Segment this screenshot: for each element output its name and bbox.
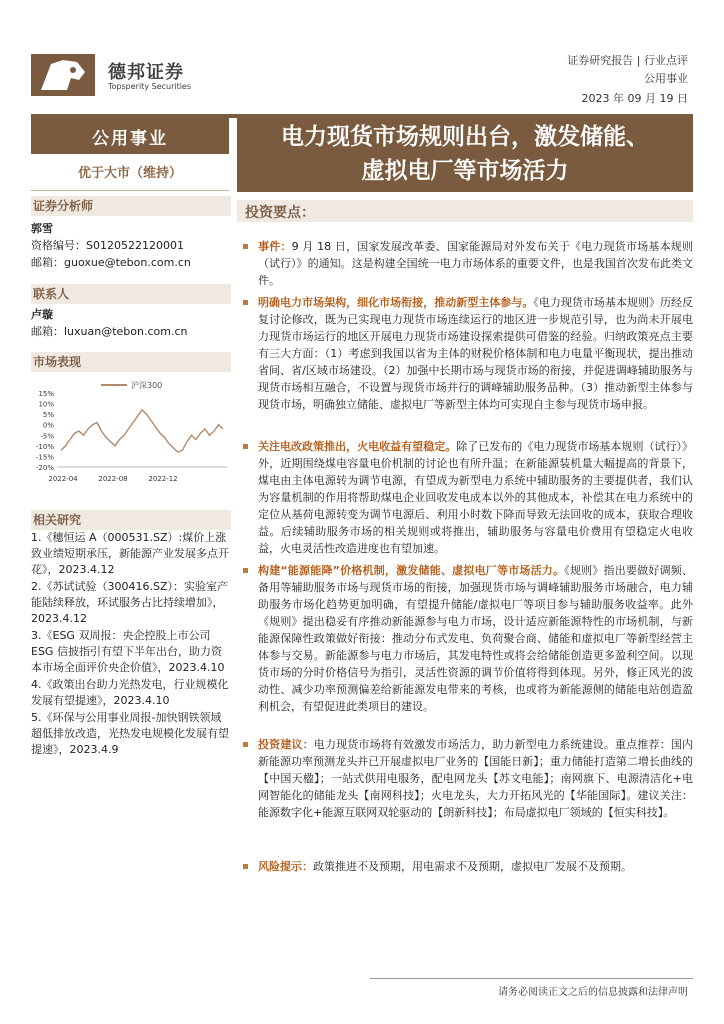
y-tick-label: -20% [35, 464, 54, 472]
bullet-body: 《规则》指出要做好调频、备用等辅助服务市场与现货市场的衔接，加强现货市场与调峰辅助服务市场融合，电力辅助服务市场化趋势更加明确，有望提升储能/虚拟电厂等项目参与辅助服务收益率。此外《规则》提出稳妥有序推动新能源参与电力市场，设计适应新能源特性的市场机制，与新能源保障性政策做好衔接：推动分布式发电、负荷聚合商、储能和虚拟电厂等新型经营主体参与交易。新能源参与电力市场后，其发电特性或将会给储能创造更多盈利空间。以现货市场的分时价格信号为指引，灵活性资源的调节价值将得到体现。另外，修正风光的波动性、减少功率预测偏差给新能源发电带来的考核，也或将为新能源侧的储能电站创造盈利机会，有望促进此类项目的建设。 [258, 564, 693, 713]
research-item[interactable]: 2.《苏试试验（300416.SZ）：实验室产能陆续释放，环试服务占比持续增加》，2023.4.12 [31, 580, 229, 625]
bullet-body: 电力现货市场将有效激发市场活力，助力新型电力系统建设。重点推荐：国内新能源功率预测龙头并已开展虚拟电厂业务的【国能日新】；重力储能打造第二增长曲线的【中国天楹】；一站式供用电服务，配电网龙头【苏文电能】；南网旗下、电源清洁化+电网智能化的储能龙头【南网科技】；火电龙头，大力开拓风光的【华能国际】。建议关注：能源数字化+能源互联网双轮驱动的【朗新科技】；布局虚拟电厂领域的【恒实科技】。 [258, 738, 694, 819]
investment-bullet [243, 438, 693, 557]
y-tick-label: -10% [35, 442, 54, 451]
legend-label: 沪深300 [131, 381, 163, 390]
investment-heading-bar [237, 200, 693, 222]
contact-heading: 联系人 [31, 284, 231, 304]
market-heading: 市场表现 [31, 352, 231, 372]
bullet-lead: 事件： [258, 240, 292, 253]
investment-bullet [243, 294, 693, 413]
y-tick-label: 15% [38, 390, 54, 398]
bullet-lead: 投资建议： [258, 738, 314, 751]
bullet-text [258, 238, 693, 289]
bullet-lead: 风险提示： [258, 860, 313, 873]
research-item[interactable]: 3.《ESG 双周报：央企控股上市公司 ESG 信披指引有望下半年出台，助力资本市场全面评价央企价值》，2023.4.10 [31, 629, 225, 674]
bullet-body: 9 月 18 日，国家发展改革委、国家能源局对外发布关于《电力现货市场基本规则（试行）》的通知。这是构建全国统一电力市场体系的重要文件，也是我国首次发布此类文件。 [258, 240, 693, 287]
brand-name: 德邦证券 [108, 62, 184, 83]
report-date: 2023 年 09 月 19 日 [581, 92, 688, 105]
series-line [61, 410, 223, 452]
footer-rule [370, 978, 693, 979]
industry-label: 公用事业 [31, 118, 229, 154]
market-performance-chart [31, 375, 229, 490]
bullet-marker [243, 244, 248, 249]
y-tick-label: -15% [35, 453, 54, 462]
bullet-body: 除了已发布的《电力现货市场基本规则（试行）》外，近期围绕煤电容量电价机制的讨论也有所升温；在新能源装机量大幅提高的背景下，煤电由主体电源转为调节电源，有望成为新型电力系统中辅助服务的主要提供者，我们认为容量机制的作用将帮助煤电企业回收发电成本以外的其他成本，补偿其在电力系统中的定位从基荷电源转变为调节电源后、利用小时数下降而导致无法回收的成本，获取合理收益。后续辅助服务市场的相关规则或将推出，辅助服务与容量电价费用有望稳定火电收益，火电灵活性改造进度也有望加速。 [258, 440, 694, 555]
company-logo [31, 50, 95, 100]
investment-bullet [243, 736, 693, 821]
contact-name: 卢璇 [31, 308, 53, 321]
analyst-email[interactable]: 邮箱：guoxue@tebon.com.cn [31, 256, 191, 269]
analyst-cert: 资格编号：S0120522120001 [31, 239, 184, 252]
bullet-lead: 构建“能源能降”价格机制，激发储能、虚拟电厂等市场活力。 [258, 564, 565, 577]
y-tick-label: 0% [42, 421, 54, 430]
x-tick-label: 2022-12 [148, 475, 178, 483]
investment-heading: 投资要点： [245, 205, 315, 221]
bullet-lead: 关注电改政策推出，火电收益有望稳定。 [258, 440, 457, 453]
bullet-marker [243, 568, 248, 573]
research-list [31, 530, 229, 759]
rating: 优于大市（维持） [77, 166, 182, 181]
x-tick-label: 2022-04 [48, 475, 78, 483]
title-line-1: 电力现货市场规则出台，激发储能、 [281, 124, 649, 150]
y-tick-label: 5% [42, 411, 54, 420]
report-type: 证券研究报告 | 行业点评 [567, 54, 688, 67]
contact-email[interactable]: 邮箱：luxuan@tebon.com.cn [31, 325, 188, 338]
header-industry: 公用事业 [644, 72, 688, 85]
bullet-text [258, 858, 693, 875]
y-tick-label: -5% [40, 432, 54, 441]
bullet-marker [243, 864, 248, 869]
bullet-text [258, 562, 693, 715]
bullet-text [258, 294, 693, 413]
bullet-body: 政策推进不及预期，用电需求不及预期，虚拟电厂发展不及预期。 [313, 860, 632, 873]
investment-bullet [243, 562, 693, 715]
brand-english-name: Topsperity Securities [108, 82, 192, 91]
investment-bullet [243, 858, 693, 875]
analyst-heading: 证券分析师 [31, 196, 231, 216]
analyst-name: 郭雪 [31, 222, 53, 235]
research-item[interactable]: 4.《政策出台助力光热发电，行业规模化发展有望提速》，2023.4.10 [31, 678, 229, 707]
investment-bullet [243, 238, 693, 289]
bullet-marker [243, 742, 248, 747]
bullet-lead: 明确电力市场架构，细化市场衔接，推动新型主体参与。 [258, 296, 534, 309]
footer-disclaimer: 请务必阅读正文之后的信息披露和法律声明 [498, 987, 688, 998]
divider [31, 190, 229, 191]
research-item[interactable]: 5.《环保与公用事业周报-加快钢铁领域超低排放改造，光热发电规模化发展有望提速》，2023.4.9 [31, 711, 229, 756]
report-title [237, 118, 693, 192]
bullet-text [258, 438, 693, 557]
bullet-text [258, 736, 693, 821]
bullet-marker [243, 444, 248, 449]
x-tick-label: 2022-08 [98, 475, 128, 483]
research-heading: 相关研究 [31, 510, 231, 530]
title-line-2: 虚拟电厂等市场活力 [361, 158, 569, 184]
bullet-body: 《电力现货市场基本规则》历经反复讨论修改，既为已实现电力现货市场连续运行的地区进一步规范引导，也为尚未开展电力现货市场运行的地区开展电力现货市场建设探索提供可借鉴的经验。归纳政策亮点主要有三大方面：（1）考虑到我国以省为主体的财税价格体制和电力电量平衡现状，提出推动省间、省/区域市场建设。（2）加强中长期市场与现货市场的衔接，并促进调峰辅助服务与现货市场相互融合，不设置与现货市场并行的调峰辅助服务品种。（3）推动新型主体参与现货市场，明确独立储能、虚拟电厂等新型主体均可实现自主参与现货市场申报。 [258, 296, 694, 411]
research-item[interactable]: 1.《穗恒运 A（000531.SZ）:煤价上涨致业绩短期承压，新能源产业发展多点开花》，2023.4.12 [31, 531, 229, 576]
bullet-marker [243, 300, 248, 305]
y-tick-label: 10% [38, 400, 54, 409]
